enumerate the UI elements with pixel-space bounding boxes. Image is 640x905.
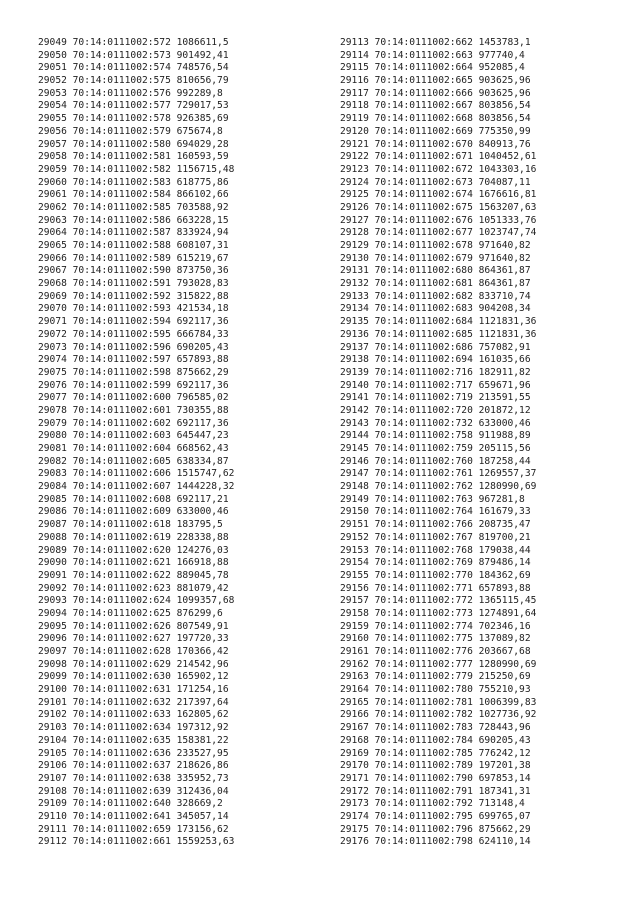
record-row: 29053 70:14:0111002:576 992289,8 [38,87,223,99]
record-row: 29096 70:14:0111002:627 197720,33 [38,633,229,645]
record-row: 29093 70:14:0111002:624 1099357,68 [38,595,235,607]
record-row: 29127 70:14:0111002:676 1051333,76 [340,214,537,226]
record-row: 29147 70:14:0111002:761 1269557,37 [340,468,537,480]
record-row: 29101 70:14:0111002:632 217397,64 [38,696,229,708]
record-row: 29051 70:14:0111002:574 748576,54 [38,62,229,74]
record-row: 29067 70:14:0111002:590 873750,36 [38,265,229,277]
record-row: 29110 70:14:0111002:641 345057,14 [38,810,229,822]
record-row: 29084 70:14:0111002:607 1444228,32 [38,481,235,493]
record-row: 29087 70:14:0111002:618 183795,5 [38,519,223,531]
record-row: 29077 70:14:0111002:600 796585,02 [38,392,229,404]
record-row: 29166 70:14:0111002:782 1027736,92 [340,709,537,721]
record-row: 29131 70:14:0111002:680 864361,87 [340,265,531,277]
record-row: 29148 70:14:0111002:762 1280990,69 [340,481,537,493]
record-row: 29161 70:14:0111002:776 203667,68 [340,646,531,657]
record-row: 29071 70:14:0111002:594 692117,36 [38,316,229,328]
record-row: 29057 70:14:0111002:580 694029,28 [38,138,229,150]
record-row: 29106 70:14:0111002:637 218626,86 [38,760,229,772]
record-row: 29083 70:14:0111002:606 1515747,62 [38,468,235,480]
record-row: 29135 70:14:0111002:684 1121831,36 [340,316,537,328]
record-row: 29124 70:14:0111002:673 704087,11 [340,176,531,188]
record-row: 29069 70:14:0111002:592 315822,88 [38,290,229,302]
record-row: 29132 70:14:0111002:681 864361,87 [340,278,531,290]
record-row: 29099 70:14:0111002:630 165902,12 [38,671,229,683]
record-row: 29157 70:14:0111002:772 1365115,45 [340,595,537,607]
record-row: 29107 70:14:0111002:638 335952,73 [38,772,229,784]
record-row: 29154 70:14:0111002:769 879486,14 [340,557,531,569]
record-row: 29133 70:14:0111002:682 833710,74 [340,290,531,302]
record-row: 29134 70:14:0111002:683 904208,34 [340,303,531,315]
record-row: 29140 70:14:0111002:717 659671,96 [340,379,531,391]
record-row: 29145 70:14:0111002:759 205115,56 [340,443,531,454]
record-row: 29170 70:14:0111002:789 197201,38 [340,760,531,772]
record-row: 29098 70:14:0111002:629 214542,96 [38,658,229,670]
record-row: 29088 70:14:0111002:619 228338,88 [38,531,229,543]
record-row: 29172 70:14:0111002:791 187341,31 [340,785,531,797]
record-row: 29079 70:14:0111002:602 692117,36 [38,417,229,429]
record-row: 29095 70:14:0111002:626 807549,91 [38,620,229,632]
record-row: 29105 70:14:0111002:636 233527,95 [38,747,229,759]
record-row: 29060 70:14:0111002:583 618775,86 [38,176,229,188]
record-row: 29072 70:14:0111002:595 666784,33 [38,328,229,340]
record-row: 29165 70:14:0111002:781 1006399,83 [340,696,537,708]
record-row: 29146 70:14:0111002:760 187258,44 [340,455,531,467]
record-row: 29091 70:14:0111002:622 889045,78 [38,569,229,581]
record-row: 29153 70:14:0111002:768 179038,44 [340,544,531,556]
record-row: 29149 70:14:0111002:763 967281,8 [340,493,525,505]
record-row: 29055 70:14:0111002:578 926385,69 [38,113,229,125]
record-row: 29075 70:14:0111002:598 875662,29 [38,366,229,378]
record-row: 29070 70:14:0111002:593 421534,18 [38,303,229,315]
record-row: 29159 70:14:0111002:774 702346,16 [340,620,531,632]
record-row: 29164 70:14:0111002:780 755210,93 [340,684,531,696]
record-row: 29119 70:14:0111002:668 803856,54 [340,113,531,125]
record-row: 29100 70:14:0111002:631 171254,16 [38,684,229,696]
record-row: 29171 70:14:0111002:790 697853,14 [340,772,531,784]
record-row: 29125 70:14:0111002:674 1676616,81 [340,189,537,201]
record-row: 29162 70:14:0111002:777 1280990,69 [340,658,537,670]
record-row: 29155 70:14:0111002:770 184362,69 [340,569,531,581]
record-row: 29052 70:14:0111002:575 810656,79 [38,75,229,87]
record-row: 29058 70:14:0111002:581 160593,59 [38,151,229,163]
record-row: 29054 70:14:0111002:577 729017,53 [38,100,229,112]
record-row: 29049 70:14:0111002:572 1086611,5 [38,37,229,48]
left-record-column [38,37,234,849]
record-row: 29158 70:14:0111002:773 1274891,64 [340,607,537,619]
record-row: 29061 70:14:0111002:584 866102,66 [38,189,229,201]
record-row: 29167 70:14:0111002:783 728443,96 [340,722,531,734]
record-row: 29126 70:14:0111002:675 1563207,63 [340,201,537,213]
record-row: 29112 70:14:0111002:661 1559253,63 [38,836,235,848]
record-row: 29160 70:14:0111002:775 137089,82 [340,633,531,645]
record-row: 29168 70:14:0111002:784 690205,43 [340,734,531,746]
record-row: 29115 70:14:0111002:664 952085,4 [340,62,525,74]
record-row: 29175 70:14:0111002:796 875662,29 [340,823,531,835]
record-row: 29123 70:14:0111002:672 1043303,16 [340,163,537,175]
record-row: 29066 70:14:0111002:589 615219,67 [38,252,229,264]
record-row: 29113 70:14:0111002:662 1453783,1 [340,37,531,48]
record-row: 29073 70:14:0111002:596 690205,43 [38,341,229,353]
record-row: 29128 70:14:0111002:677 1023747,74 [340,227,537,239]
record-row: 29121 70:14:0111002:670 840913,76 [340,138,531,150]
record-row: 29109 70:14:0111002:640 328669,2 [38,798,223,810]
record-row: 29064 70:14:0111002:587 833924,94 [38,227,229,239]
record-row: 29102 70:14:0111002:633 162805,62 [38,709,229,721]
record-row: 29129 70:14:0111002:678 971640,82 [340,240,531,251]
record-row: 29090 70:14:0111002:621 166918,88 [38,557,229,569]
record-row: 29056 70:14:0111002:579 675674,8 [38,125,223,137]
record-row: 29152 70:14:0111002:767 819700,21 [340,531,531,543]
record-row: 29142 70:14:0111002:720 201872,12 [340,404,531,416]
record-row: 29151 70:14:0111002:766 208735,47 [340,519,531,531]
record-row: 29086 70:14:0111002:609 633000,46 [38,506,229,518]
record-row: 29076 70:14:0111002:599 692117,36 [38,379,229,391]
record-row: 29080 70:14:0111002:603 645447,23 [38,430,229,442]
record-row: 29117 70:14:0111002:666 903625,96 [340,87,531,99]
record-row: 29104 70:14:0111002:635 158381,22 [38,734,229,746]
right-record-column [340,37,536,849]
record-row: 29118 70:14:0111002:667 803856,54 [340,100,531,112]
record-row: 29082 70:14:0111002:605 638334,87 [38,455,229,467]
record-row: 29137 70:14:0111002:686 757082,91 [340,341,531,353]
record-row: 29092 70:14:0111002:623 881079,42 [38,582,229,594]
record-row: 29081 70:14:0111002:604 668562,43 [38,443,229,454]
record-row: 29050 70:14:0111002:573 901492,41 [38,49,229,61]
record-row: 29122 70:14:0111002:671 1040452,61 [340,151,537,163]
record-row: 29163 70:14:0111002:779 215250,69 [340,671,531,683]
record-row: 29094 70:14:0111002:625 876299,6 [38,607,223,619]
record-row: 29169 70:14:0111002:785 776242,12 [340,747,531,759]
record-row: 29173 70:14:0111002:792 713148,4 [340,798,525,810]
record-row: 29143 70:14:0111002:732 633000,46 [340,417,531,429]
record-row: 29103 70:14:0111002:634 197312,92 [38,722,229,734]
record-row: 29138 70:14:0111002:694 161035,66 [340,354,531,366]
record-row: 29062 70:14:0111002:585 703588,92 [38,201,229,213]
record-row: 29068 70:14:0111002:591 793028,83 [38,278,229,290]
record-row: 29120 70:14:0111002:669 775350,99 [340,125,531,137]
record-row: 29085 70:14:0111002:608 692117,21 [38,493,229,505]
record-row: 29116 70:14:0111002:665 903625,96 [340,75,531,87]
record-row: 29097 70:14:0111002:628 170366,42 [38,646,229,657]
record-row: 29078 70:14:0111002:601 730355,88 [38,404,229,416]
record-row: 29174 70:14:0111002:795 699765,07 [340,810,531,822]
record-row: 29141 70:14:0111002:719 213591,55 [340,392,531,404]
record-row: 29139 70:14:0111002:716 182911,82 [340,366,531,378]
record-row: 29150 70:14:0111002:764 161679,33 [340,506,531,518]
record-row: 29065 70:14:0111002:588 608107,31 [38,240,229,251]
record-row: 29156 70:14:0111002:771 657893,88 [340,582,531,594]
record-row: 29059 70:14:0111002:582 1156715,48 [38,163,235,175]
record-row: 29111 70:14:0111002:659 173156,62 [38,823,229,835]
record-row: 29089 70:14:0111002:620 124276,03 [38,544,229,556]
record-row: 29074 70:14:0111002:597 657893,88 [38,354,229,366]
record-row: 29108 70:14:0111002:639 312436,04 [38,785,229,797]
record-row: 29144 70:14:0111002:758 911988,89 [340,430,531,442]
record-row: 29063 70:14:0111002:586 663228,15 [38,214,229,226]
record-row: 29130 70:14:0111002:679 971640,82 [340,252,531,264]
record-row: 29114 70:14:0111002:663 977740,4 [340,49,525,61]
record-row: 29176 70:14:0111002:798 624110,14 [340,836,531,848]
record-row: 29136 70:14:0111002:685 1121831,36 [340,328,537,340]
